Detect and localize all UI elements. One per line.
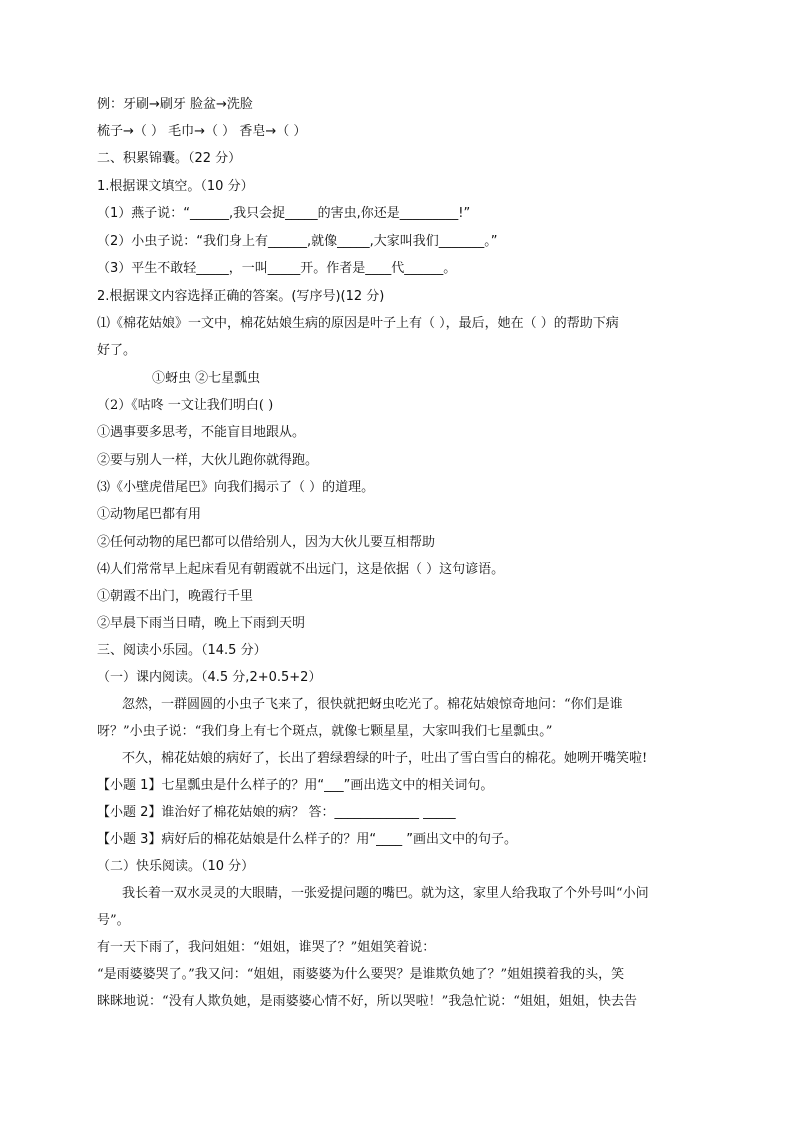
section-3-title: 三、阅读小乐园。（14.5 分）	[97, 643, 267, 658]
question-2-sub-2: （2）《咕咚 一文让我们明白( )	[97, 398, 274, 413]
reading-2-para-3-line-2: 眯眯地说：“没有人欺负她，是雨婆婆心情不好，所以哭啦！”我急忙说：“姐姐，姐姐，快去告	[97, 994, 637, 1009]
question-2-sub-3: ⑶《小壁虎借尾巴》向我们揭示了（ ）的道理。	[97, 480, 375, 495]
reading-1-para-1-line-1: 忽然，一群圆圆的小虫子飞来了，很快就把蚜虫吃光了。棉花姑娘惊奇地问：“你们是谁	[122, 697, 623, 712]
question-2-sub-3-option-1: ①动物尾巴都有用	[97, 507, 202, 522]
fill-items-line: 梳子→（ ） 毛巾→（ ） 香皂→（ ）	[97, 124, 307, 139]
reading-2-para-2: 有一天下雨了，我问姐姐：“姐姐，谁哭了？”姐姐笑着说：	[97, 940, 436, 955]
question-2-sub-2-option-2: ②要与别人一样，大伙儿跑你就得跑。	[97, 453, 319, 468]
reading-part-2-title: （二）快乐阅读。（10 分）	[97, 859, 255, 874]
question-2-sub-4-option-1: ①朝霞不出门，晚霞行千里	[97, 589, 254, 604]
question-1-line-3: （3）平生不敢轻_____，一叫_____开。作者是____代______。	[97, 261, 457, 276]
reading-2-para-3-line-1: “是雨婆婆哭了。”我又问：“姐姐，雨婆婆为什么要哭？是谁欺负她了？”姐姐摸着我的头，笑	[97, 967, 625, 982]
reading-1-question-1: 【小题 1】七星瓢虫是什么样子的？用“___”画出选文中的相关词句。	[97, 778, 494, 793]
section-2-title: 二、积累锦囊。（22 分）	[97, 151, 242, 166]
reading-2-para-1-line-2: 号”。	[97, 913, 130, 928]
reading-part-1-title: （一）课内阅读。（4.5 分,2+0.5+2）	[97, 670, 322, 685]
question-2-sub-1-options: ①蚜虫 ②七星瓢虫	[152, 371, 261, 386]
reading-1-question-3: 【小题 3】病好后的棉花姑娘是什么样子的？用“____ ”画出文中的句子。	[97, 832, 518, 847]
question-2-sub-4-option-2: ②早晨下雨当日晴，晚上下雨到天明	[97, 616, 306, 631]
reading-1-para-1-line-2: 呀？”小虫子说：“我们身上有七个斑点，就像七颗星星，大家叫我们七星瓢虫。”	[97, 724, 553, 739]
question-2-sub-1-line-2: 好了。	[97, 343, 137, 358]
question-1-line-1: （1）燕子说：“______,我只会捉_____的害虫,你还是_________!”	[97, 206, 471, 221]
question-2-title: 2.根据课文内容选择正确的答案。(写序号)(12 分)	[97, 289, 385, 304]
question-2-sub-2-option-1: ①遇事要多思考，不能盲目地跟从。	[97, 425, 306, 440]
example-line: 例：牙刷→刷牙 脸盆→洗脸	[97, 97, 253, 112]
question-1-title: 1.根据课文填空。（10 分）	[97, 179, 254, 194]
question-1-line-2: （2）小虫子说：“我们身上有______,就像_____,大家叫我们_______。”	[97, 234, 498, 249]
question-2-sub-3-option-2: ②任何动物的尾巴都可以借给别人，因为大伙儿要互相帮助	[97, 535, 436, 550]
question-2-sub-4: ⑷人们常常早上起床看见有朝霞就不出远门，这是依据（ ）这句谚语。	[97, 562, 505, 577]
reading-2-para-1-line-1: 我长着一双水灵灵的大眼睛，一张爱提问题的嘴巴。就为这，家里人给我取了个外号叫“小问	[122, 886, 649, 901]
question-2-sub-1-line-1: ⑴《棉花姑娘》一文中，棉花姑娘生病的原因是叶子上有（ ），最后，她在（ ）的帮助下病	[97, 316, 619, 331]
reading-1-para-2: 不久，棉花姑娘的病好了，长出了碧绿碧绿的叶子，吐出了雪白雪白的棉花。她咧开嘴笑啦!	[122, 751, 648, 766]
reading-1-question-2: 【小题 2】谁治好了棉花姑娘的病？ 答：_____________ _____	[97, 805, 456, 820]
